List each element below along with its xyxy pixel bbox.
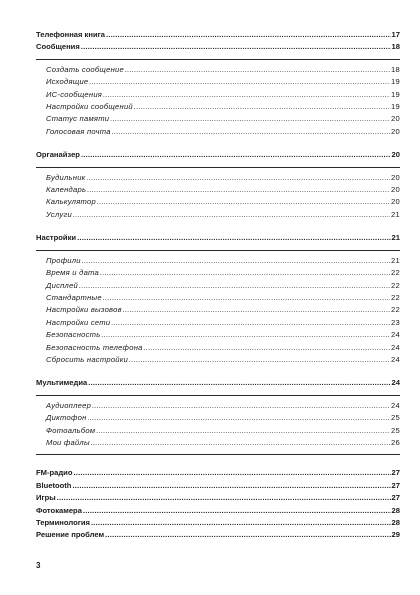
toc-subentry-title: Сбросить настройки — [46, 354, 129, 364]
toc-entry-page: 27 — [391, 480, 400, 490]
toc-subentry[interactable] — [36, 64, 400, 76]
toc-subentry[interactable] — [36, 292, 400, 304]
toc-subentry-title: Диктофон — [46, 413, 87, 423]
toc-subentry-page: 21 — [391, 209, 400, 219]
dot-leader — [134, 101, 390, 113]
toc-entry-title: Терминология — [36, 518, 90, 527]
toc-subentry-title: ИС-сообщения — [46, 89, 103, 99]
section-divider — [36, 59, 400, 60]
toc-section-title: Настройки — [36, 233, 77, 243]
toc-subentry[interactable] — [36, 342, 400, 354]
toc-entry-games[interactable] — [36, 492, 400, 504]
dot-leader — [123, 304, 390, 316]
dot-leader — [91, 517, 391, 529]
toc-subentry[interactable] — [36, 425, 400, 437]
toc-subentry[interactable] — [36, 184, 400, 196]
section-divider — [36, 167, 400, 168]
dot-leader — [87, 172, 391, 184]
toc-subentry-title: Настройки сообщений — [46, 102, 133, 112]
toc-subentry[interactable] — [36, 76, 400, 88]
toc-subentry[interactable] — [36, 329, 400, 341]
toc-subentry-page: 24 — [391, 330, 400, 340]
toc-subentry-title: Календарь — [46, 185, 87, 195]
toc-subentry[interactable] — [36, 209, 400, 221]
dot-leader — [92, 400, 390, 412]
toc-section-title: Мультимедиа — [36, 378, 88, 388]
dot-leader — [77, 232, 390, 244]
dot-leader — [73, 209, 390, 221]
toc-subentry[interactable] — [36, 172, 400, 184]
toc-subentry-title: Услуги — [46, 209, 72, 219]
toc-subentry-title: Настройки сети — [46, 317, 111, 327]
dot-leader — [89, 76, 390, 88]
dot-leader — [125, 64, 390, 76]
toc-subentry[interactable] — [36, 113, 400, 125]
toc-subentry-title: Безопасность — [46, 330, 101, 340]
toc-subentry-title: Мои файлы — [46, 437, 90, 447]
toc-section-organizer[interactable] — [36, 149, 400, 161]
spacer — [36, 459, 400, 467]
toc-subentry-page: 23 — [391, 317, 400, 327]
toc-subentry-page: 20 — [391, 197, 400, 207]
toc-subentry-page: 22 — [391, 268, 400, 278]
toc-subentry-page: 19 — [391, 77, 400, 87]
toc-entry-camera[interactable] — [36, 505, 400, 517]
toc-subentry-page: 19 — [391, 89, 400, 99]
toc-entry-fm-radio[interactable] — [36, 467, 400, 479]
section-divider — [36, 395, 400, 396]
toc-entry-title: Игры — [36, 493, 56, 503]
toc-subentry-page: 24 — [391, 354, 400, 364]
toc-entry-title: FM-радио — [36, 468, 73, 478]
toc-subentry-title: Калькулятор — [46, 197, 96, 207]
toc-section-messages[interactable] — [36, 41, 400, 53]
dot-leader — [111, 317, 390, 329]
toc-subentry-page: 24 — [391, 400, 400, 410]
toc-entry-title: Фотокамера — [36, 505, 82, 515]
dot-leader — [106, 29, 391, 41]
toc-subentry-title: Создать сообщение — [46, 64, 124, 74]
toc-subentry-page: 25 — [391, 413, 400, 423]
toc-entry-page: 28 — [391, 505, 400, 515]
toc-subentry[interactable] — [36, 126, 400, 138]
dot-leader — [88, 412, 391, 424]
toc-entry-page: 29 — [391, 530, 400, 540]
toc-subentry-title: Фотоальбом — [46, 425, 96, 435]
toc-subentry-page: 18 — [391, 64, 400, 74]
toc-subentry[interactable] — [36, 196, 400, 208]
toc-section-title: Органайзер — [36, 150, 80, 160]
toc-subentry-title: Статус памяти — [46, 114, 110, 124]
toc-subentry[interactable] — [36, 304, 400, 316]
dot-leader — [57, 492, 391, 504]
toc-entry-title: Решение проблем — [36, 530, 105, 540]
toc-subentry[interactable] — [36, 89, 400, 101]
dot-leader — [103, 89, 390, 101]
toc-section-page: 18 — [391, 42, 400, 52]
dot-leader — [81, 41, 391, 53]
dot-leader — [83, 505, 391, 517]
dot-leader — [87, 184, 390, 196]
toc-subentry[interactable] — [36, 412, 400, 424]
dot-leader — [97, 196, 390, 208]
toc-subentry-title: Профили — [46, 255, 81, 265]
dot-leader — [100, 267, 390, 279]
toc-subentry-title: Исходящие — [46, 77, 89, 87]
toc-subentry-page: 24 — [391, 342, 400, 352]
toc-subentry-page: 22 — [391, 292, 400, 302]
toc-entry-bluetooth[interactable] — [36, 480, 400, 492]
dot-leader — [79, 280, 390, 292]
toc-subentry-title: Настройки вызовов — [46, 305, 122, 315]
section-divider — [36, 250, 400, 251]
section-divider — [36, 454, 400, 455]
dot-leader — [88, 377, 390, 389]
toc-entry-terminology[interactable] — [36, 517, 400, 529]
toc-subentry-title: Безопасность телефона — [46, 342, 143, 352]
toc-entry-page: 28 — [391, 518, 400, 527]
toc-subentry-page: 20 — [391, 114, 400, 124]
toc-subentry[interactable] — [36, 354, 400, 366]
toc-subentry[interactable] — [36, 280, 400, 292]
toc-section-multimedia[interactable] — [36, 377, 400, 389]
toc-entry-page: 17 — [391, 30, 400, 39]
dot-leader — [91, 437, 390, 449]
dot-leader — [144, 342, 390, 354]
toc-subentry[interactable] — [36, 437, 400, 449]
spacer — [36, 138, 400, 149]
toc-subentry-page: 20 — [391, 185, 400, 195]
dot-leader — [72, 480, 390, 492]
toc-subentry-title: Стандартные — [46, 292, 102, 302]
toc-subentry-page: 22 — [391, 280, 400, 290]
toc-subentry-title: Аудиоплеер — [46, 400, 92, 410]
dot-leader — [112, 126, 390, 138]
dot-leader — [96, 425, 390, 437]
spacer — [36, 221, 400, 232]
dot-leader — [73, 467, 390, 479]
dot-leader — [101, 329, 390, 341]
toc-entry-troubleshooting[interactable] — [36, 529, 400, 541]
table-of-contents — [36, 29, 400, 542]
spacer — [36, 366, 400, 377]
toc-section-page: 21 — [391, 233, 400, 243]
toc-subentry-page: 20 — [391, 126, 400, 136]
toc-subentry-title: Время и дата — [46, 268, 100, 278]
dot-leader — [110, 113, 390, 125]
toc-subentry-page: 25 — [391, 425, 400, 435]
toc-subentry[interactable] — [36, 267, 400, 279]
toc-subentry-page: 19 — [391, 102, 400, 112]
toc-subentry-page: 26 — [391, 437, 400, 447]
dot-leader — [82, 255, 390, 267]
toc-section-settings[interactable] — [36, 232, 400, 244]
toc-subentry-page: 21 — [391, 255, 400, 265]
dot-leader — [81, 149, 391, 161]
toc-entry-phonebook[interactable] — [36, 29, 400, 41]
toc-subentry[interactable] — [36, 101, 400, 113]
toc-subentry-page: 22 — [391, 305, 400, 315]
toc-subentry[interactable] — [36, 400, 400, 412]
dot-leader — [103, 292, 390, 304]
toc-entry-page: 27 — [391, 468, 400, 478]
dot-leader — [129, 354, 390, 366]
toc-subentry[interactable] — [36, 317, 400, 329]
toc-subentry-title: Будильник — [46, 172, 86, 182]
toc-section-page: 24 — [391, 378, 400, 388]
toc-subentry-title: Голосовая почта — [46, 126, 111, 136]
toc-entry-title: Bluetooth — [36, 480, 72, 490]
toc-subentry[interactable] — [36, 255, 400, 267]
toc-section-page: 20 — [391, 150, 400, 160]
toc-entry-title: Телефонная книга — [36, 30, 105, 39]
toc-subentry-page: 20 — [391, 172, 400, 182]
dot-leader — [105, 529, 390, 541]
toc-subentry-title: Дисплей — [46, 280, 79, 290]
toc-entry-page: 27 — [391, 493, 400, 503]
toc-section-title: Сообщения — [36, 42, 80, 52]
page-number: 3 — [36, 561, 41, 570]
